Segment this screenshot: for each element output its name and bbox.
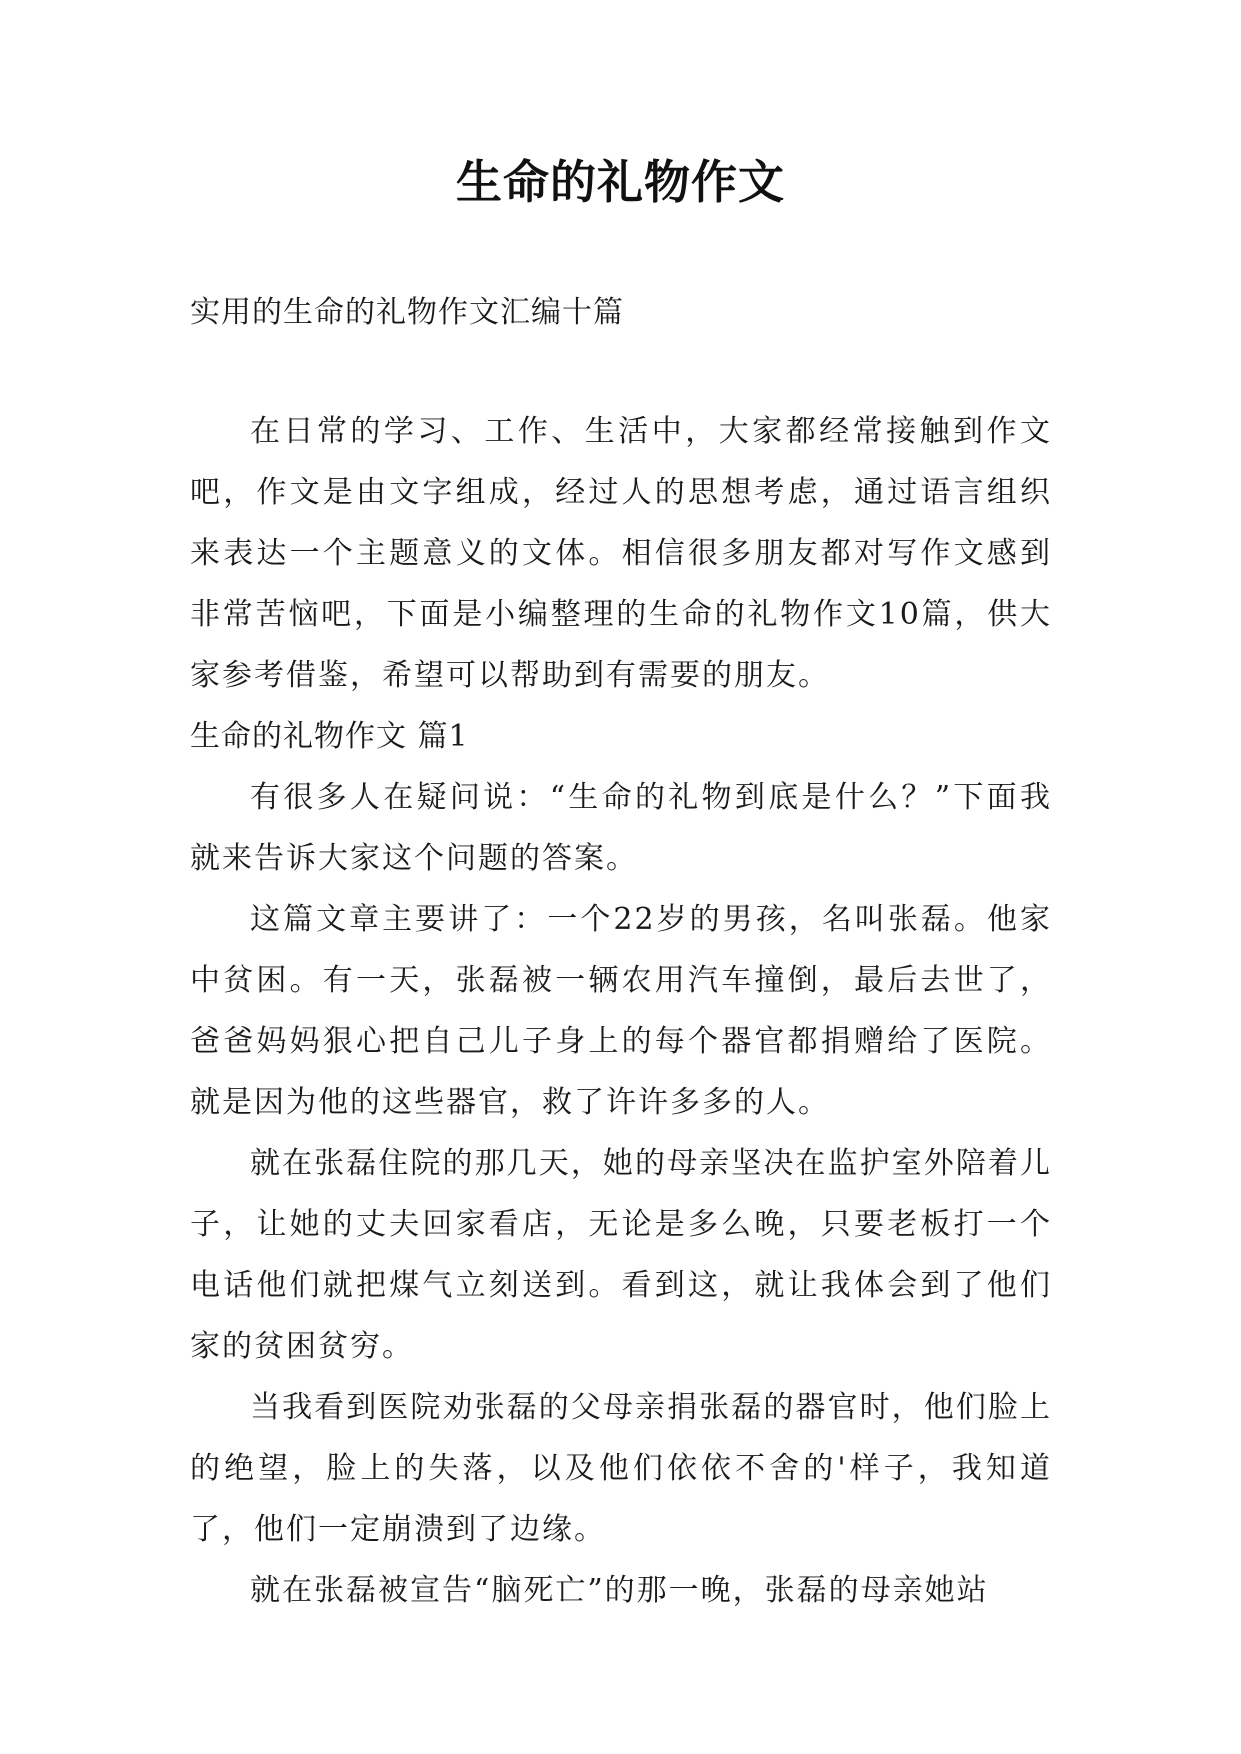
body-paragraph: 就在张磊被宣告“脑死亡”的那一晚，张磊的母亲她站 <box>250 1573 989 1608</box>
body-paragraph: 当我看到医院劝张磊的父母亲捐张磊的器官时，他们脸上的绝望，脸上的失落，以及他们依依不舍的'样子，我知道了，他们一定崩溃到了边缘。 <box>190 1390 1052 1547</box>
intro-paragraph: 在日常的学习、工作、生活中，大家都经常接触到作文吧，作文是由文字组成，经过人的思想考虑，通过语言组织来表达一个主题意义的文体。相信很多朋友都对写作文感到非常苦恼吧，下面是小编整理的生命的礼物作文10篇，供大家参考借鉴，希望可以帮助到有需要的朋友。 <box>190 414 1052 693</box>
section-heading: 生命的礼物作文 篇1 <box>190 719 469 754</box>
body-paragraph: 就在张磊住院的那几天，她的母亲坚决在监护室外陪着儿子，让她的丈夫回家看店，无论是多么晚，只要老板打一个电话他们就把煤气立刻送到。看到这，就让我体会到了他们家的贫困贫穷。 <box>190 1146 1052 1364</box>
document-body <box>190 401 1052 1621</box>
document-subtitle: 实用的生命的礼物作文汇编十篇 <box>190 295 624 330</box>
body-paragraph: 有很多人在疑问说：“生命的礼物到底是什么？”下面我就来告诉大家这个问题的答案。 <box>190 780 1052 876</box>
document-title: 生命的礼物作文 <box>456 155 785 209</box>
body-paragraph: 这篇文章主要讲了：一个22岁的男孩，名叫张磊。他家中贫困。有一天，张磊被一辆农用汽车撞倒，最后去世了，爸爸妈妈狠心把自己儿子身上的每个器官都捐赠给了医院。就是因为他的这些器官，救了许许多多的人。 <box>190 902 1052 1120</box>
